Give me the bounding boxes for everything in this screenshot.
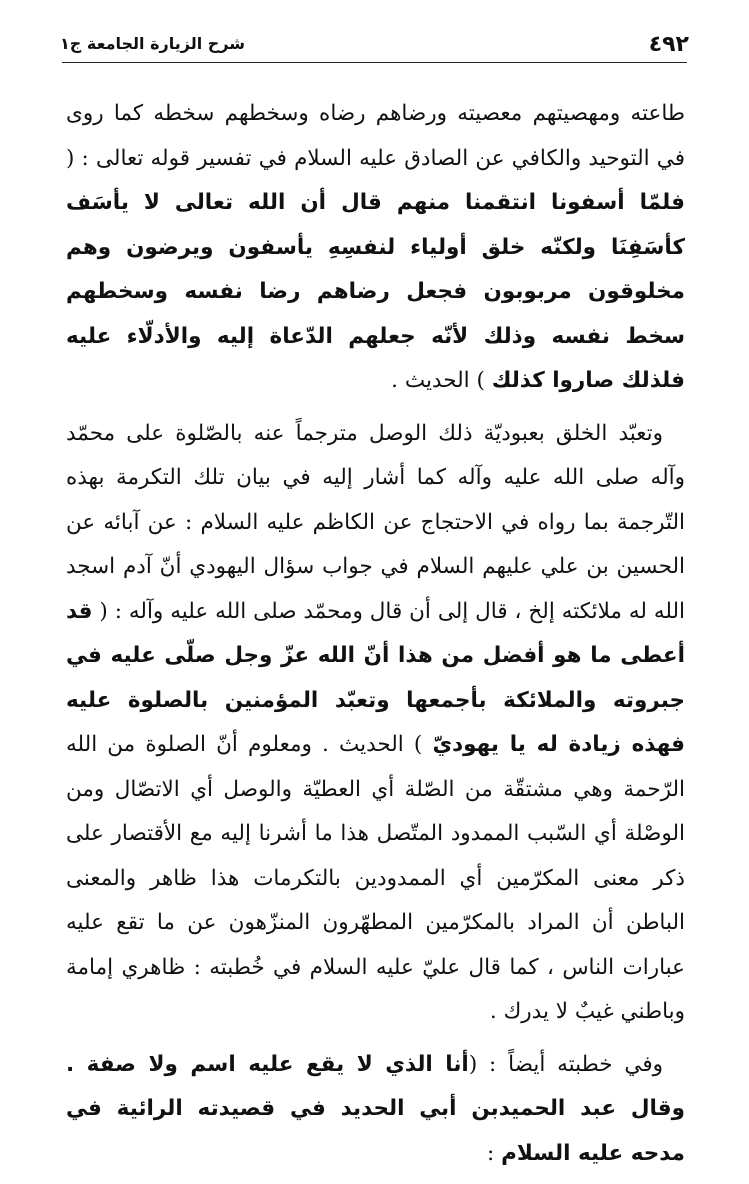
text-segment: ) الحديث .	[391, 368, 492, 393]
text-segment: وفي خطبته أيضاً : (	[468, 1051, 664, 1077]
body-text	[66, 92, 685, 1184]
quote-segment: قد أعطى ما هو أفضل من هذا أنّ الله عزّ وجل صلّى عليه في جبروته والملائكة بأجمعها وتعبّد المؤمنين بالصلوة عليه فهذه زيادة له يا يهوديّ	[66, 598, 685, 757]
running-title: شرح الزيارة الجامعة ج١	[60, 34, 246, 53]
page-header	[60, 30, 689, 56]
quote-segment: فلمّا أسفونا انتقمنا منهم قال أن الله تعالى لا يأسَف كأسَفِنَا ولكنّه خلق أولياء لنفسِهِ يأسفون ويرضون وهم مخلوقون مربوبون فجعل رضاهم رضا نفسه وسخطهم سخط نفسه وذلك لأنّه جعلهم الدّعاة إليه والأدلّاء عليه فلذلك صاروا كذلك	[66, 190, 685, 393]
header-divider	[62, 62, 687, 63]
text-segment: وتعبّد الخلق بعبوديّة ذلك الوصل مترجماً عنه بالصّلوة على محمّد وآله صلى الله عليه وآله كما أشار إليه في بيان تلك التكرمة بهذه التّرجمة بما رواه في الاحتجاج عن الكاظم عليه السلام : عن آبائه عن الحسين بن علي عليهم السلام في جواب سؤال اليهودي أنّ آدم اسجد الله له ملائكته إلخ ، قال إلى أن قال ومحمّد صلى الله عليه وآله : (	[66, 420, 685, 624]
paragraph-1	[66, 92, 685, 404]
text-segment: :	[487, 1140, 502, 1166]
text-segment: ) الحديث . ومعلوم أنّ الصلوة من الله الرّحمة وهي مشتقّة من الصّلة أي العطيّة والوصل أي الاتصّال ومن الوصْلة أي السّبب الممدود المتّصل هذا ما أشرنا إليه مع الأقتصار على ذكر معنى المكرّمين أي الممدودين بالتكرمات هذا ظاهر والمعنى الباطن أن المراد بالمكرّمين المطهّرون المنزّهون عن ما تقع عليه عبارات الناس ، كما قال عليّ عليه السلام في خُطبته : ظاهري إمامة وباطني غيبٌ لا يدرك .	[66, 732, 685, 1024]
quote-segment: أنا الذي لا يقع عليه اسم ولا صفة . وقال عبد الحميدبن أبي الحديد في قصيدته الرائية في مدحه عليه السلام	[66, 1051, 685, 1166]
text-segment: طاعته ومهصيتهم معصيته ورضاهم رضاه وسخطهم سخطه كما روى في التوحيد والكافي عن الصادق عليه السلام في تفسير قوله تعالى : (	[66, 101, 685, 171]
paragraph-2	[66, 412, 685, 1035]
page-number: ٤٩٢	[648, 32, 689, 57]
paragraph-3	[66, 1043, 685, 1177]
